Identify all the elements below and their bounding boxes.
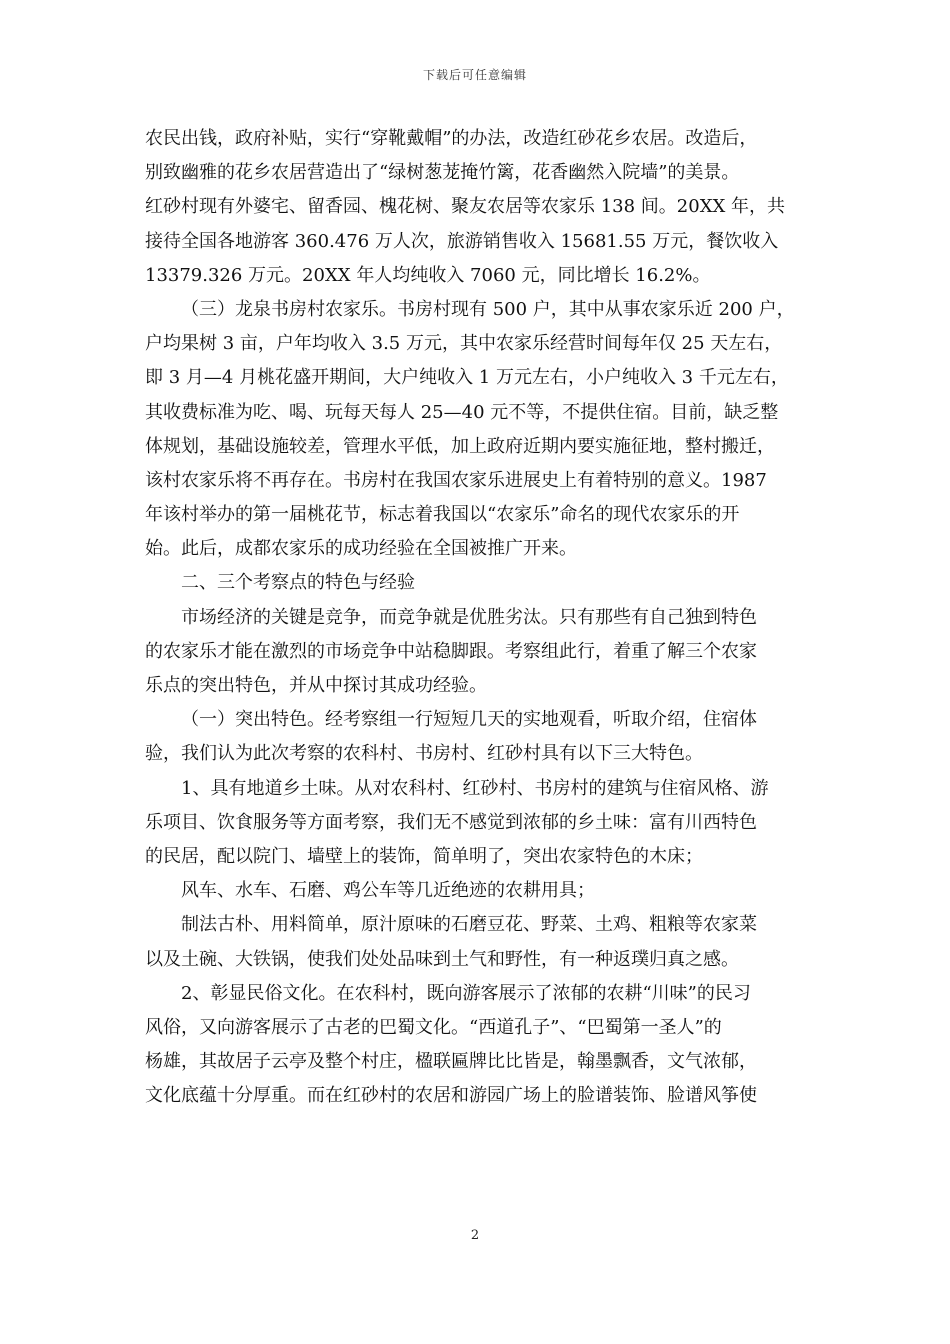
body-line: 别致幽雅的花乡农居营造出了“绿树葱茏掩竹篱，花香幽然入院墙”的美景。 — [145, 162, 740, 184]
body-line: 杨雄，其故居子云亭及整个村庄，楹联匾牌比比皆是，翰墨飘香，文气浓郁， — [145, 1051, 757, 1073]
body-line: 该村农家乐将不再存在。书房村在我国农家乐进展史上有着特别的意义。1987 — [145, 469, 767, 491]
body-line: 乐点的突出特色，并从中探讨其成功经验。 — [145, 675, 487, 696]
body-line: 的农家乐才能在激烈的市场竞争中站稳脚跟。考察组此行，着重了解三个农家 — [145, 640, 757, 662]
body-line: 农民出钱，政府补贴，实行“穿靴戴帽”的办法，改造红砂花乡农居。改造后， — [145, 128, 758, 149]
page-number: 2 — [470, 1228, 480, 1243]
body-line: 接待全国各地游客 360.476 万人次，旅游销售收入 15681.55 万元，餐饮收入 — [145, 230, 779, 252]
section-heading: 二、三个考察点的特色与经验 — [181, 572, 415, 594]
body-line: 其收费标准为吃、喝、玩每天每人 25—40 元不等，不提供住宿。目前，缺乏整 — [145, 401, 779, 423]
body-line: 户均果树 3 亩，户年均收入 3.5 万元，其中农家乐经营时间每年仅 25 天左右， — [145, 333, 783, 355]
body-line: （三）龙泉书房村农家乐。书房村现有 500 户，其中从事农家乐近 200 户， — [181, 298, 795, 320]
body-line: 风车、水车、石磨、鸡公车等几近绝迹的农耕用具； — [181, 880, 595, 902]
body-line: 1、具有地道乡土味。从对农科村、红砂村、书房村的建筑与住宿风格、游 — [181, 777, 769, 799]
document-body — [145, 122, 809, 1113]
body-line: 的民居，配以院门、墙壁上的装饰，简单明了，突出农家特色的木床； — [145, 845, 703, 867]
body-line: 以及土碗、大铁锅，使我们处处品味到土气和野性，有一种返璞归真之感。 — [145, 948, 739, 970]
body-line: （一）突出特色。经考察组一行短短几天的实地观看，听取介绍，住宿体 — [181, 709, 757, 731]
body-line: 文化底蕴十分厚重。而在红砂村的农居和游园广场上的脸谱装饰、脸谱风筝使 — [145, 1085, 757, 1107]
body-line: 验，我们认为此次考察的农科村、书房村、红砂村具有以下三大特色。 — [145, 743, 703, 765]
body-line: 乐项目、饮食服务等方面考察，我们无不感觉到浓郁的乡土味：富有川西特色 — [145, 811, 757, 833]
body-line: 风俗，又向游客展示了古老的巴蜀文化。“西道孔子”、“巴蜀第一圣人”的 — [145, 1016, 722, 1038]
body-line: 年该村举办的第一届桃花节，标志着我国以“农家乐”命名的现代农家乐的开 — [145, 504, 740, 526]
body-line: 市场经济的关键是竞争，而竞争就是优胜劣汰。只有那些有自己独到特色 — [181, 606, 757, 628]
body-line: 始。此后，成都农家乐的成功经验在全国被推广开来。 — [145, 538, 577, 560]
page-header: 下载后可任意编辑 — [422, 68, 527, 82]
body-line: 即 3 月—4 月桃花盛开期间，大户纯收入 1 万元左右，小户纯收入 3 千元左右， — [145, 367, 789, 389]
body-line: 制法古朴、用料简单，原汁原味的石磨豆花、野菜、土鸡、粗粮等农家菜 — [181, 914, 757, 936]
body-line: 红砂村现有外婆宅、留香园、槐花树、聚友农居等农家乐 138 间。20XX 年，共 — [145, 196, 786, 218]
body-line: 2、彰显民俗文化。在农科村，既向游客展示了浓郁的农耕“川味”的民习 — [181, 982, 751, 1004]
body-line: 体规划，基础设施较差，管理水平低，加上政府近期内要实施征地，整村搬迁， — [145, 435, 775, 457]
body-line: 13379.326 万元。20XX 年人均纯收入 7060 元，同比增长 16.2%。 — [145, 264, 711, 286]
